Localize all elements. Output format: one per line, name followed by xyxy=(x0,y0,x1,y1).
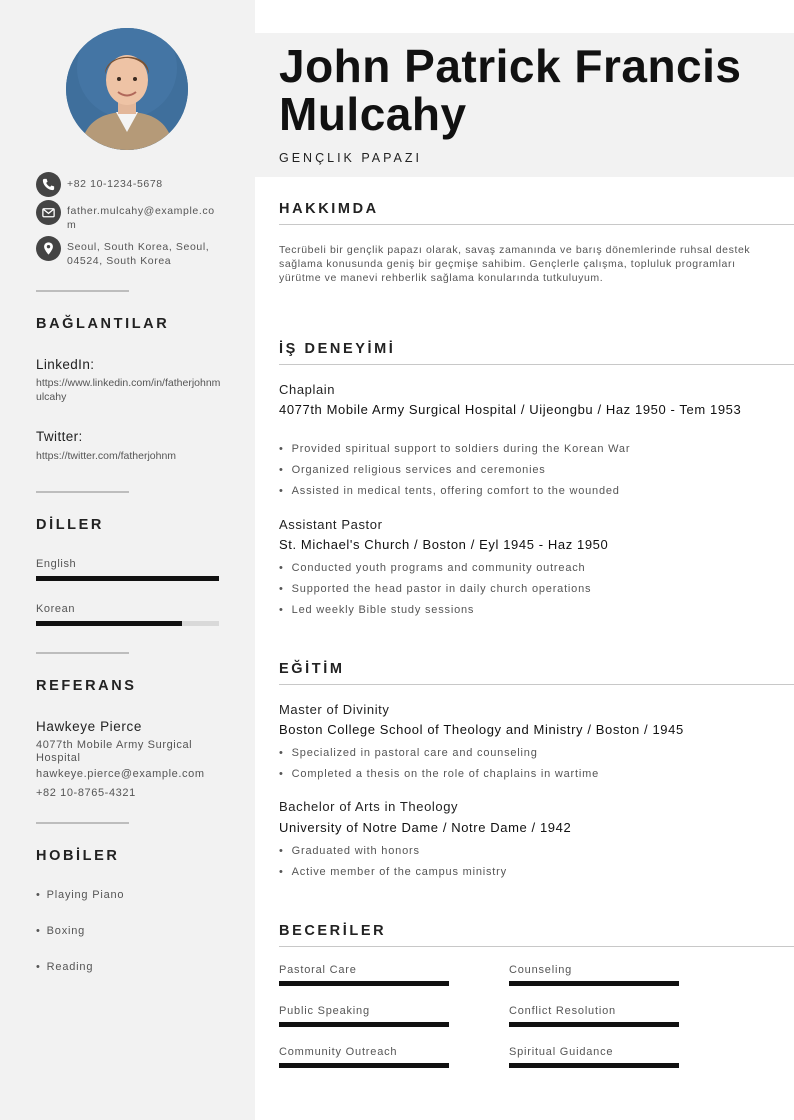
experience-bullet: • Provided spiritual support to soldiers during the Korean War xyxy=(279,443,630,455)
skill-level-fill xyxy=(279,1063,449,1068)
reference-email[interactable]: hawkeye.pierce@example.com xyxy=(36,768,205,780)
skill-name: Counseling xyxy=(509,964,573,976)
full-name: John Patrick Francis Mulcahy xyxy=(279,40,742,140)
language-name: Korean xyxy=(36,603,76,615)
reference-organization: 4077th Mobile Army Surgical Hospital xyxy=(36,739,193,764)
education-title: Master of Divinity xyxy=(279,702,390,717)
contact-address xyxy=(36,236,219,268)
experience-details: St. Michael's Church / Boston / Eyl 1945 - Haz 1950 xyxy=(279,537,609,552)
job-title: GENÇLIK PAPAZI xyxy=(279,151,422,165)
skill-level-bar xyxy=(279,1063,449,1068)
hobby-item: • Reading xyxy=(36,961,93,973)
language-level-bar xyxy=(36,576,219,581)
sidebar-divider xyxy=(36,290,129,292)
about-text: Tecrübeli bir gençlik papazı olarak, savaş zamanında ve barış dönemlerinde ruhsal destek sağlama konusunda geniş bir geçmişe sahibim. Gençlerle çalışma, topluluk programları yürütme ve manevi rehberlik sağlama konularında tutkuluyum. xyxy=(279,244,751,284)
hobby-item: • Playing Piano xyxy=(36,889,124,901)
experience-title: Chaplain xyxy=(279,382,336,397)
education-details: University of Notre Dame / Notre Dame / 1942 xyxy=(279,820,572,835)
contact-email xyxy=(36,200,219,232)
mail-icon xyxy=(36,200,61,225)
skill-name: Conflict Resolution xyxy=(509,1005,616,1017)
skill-name: Public Speaking xyxy=(279,1005,370,1017)
references-heading: REFERANS xyxy=(36,678,137,694)
links-heading: BAĞLANTILAR xyxy=(36,316,170,332)
linkedin-url[interactable]: https://www.linkedin.com/in/fatherjohnmulcahy xyxy=(36,377,221,403)
skill-level-fill xyxy=(279,1022,449,1027)
twitter-label: Twitter: xyxy=(36,429,83,444)
section-rule xyxy=(279,364,794,365)
experience-bullet: • Assisted in medical tents, offering comfort to the wounded xyxy=(279,485,620,497)
phone-number: +82 10-1234-5678 xyxy=(67,178,163,190)
hobbies-heading: HOBİLER xyxy=(36,848,120,864)
hobby-item: • Boxing xyxy=(36,925,85,937)
contact-phone xyxy=(36,172,219,197)
email-address[interactable]: father.mulcahy@example.com xyxy=(67,205,215,231)
education-bullet: • Completed a thesis on the role of chaplains in wartime xyxy=(279,768,599,780)
experience-details: 4077th Mobile Army Surgical Hospital / Uijeongbu / Haz 1950 - Tem 1953 xyxy=(279,402,742,417)
section-rule xyxy=(279,946,794,947)
sidebar-divider xyxy=(36,652,129,654)
skill-level-bar xyxy=(509,981,679,986)
skill-level-bar xyxy=(279,1022,449,1027)
section-rule xyxy=(279,224,794,225)
language-level-fill xyxy=(36,621,182,626)
education-bullet: • Graduated with honors xyxy=(279,845,420,857)
skill-name: Spiritual Guidance xyxy=(509,1046,614,1058)
experience-bullet: • Supported the head pastor in daily church operations xyxy=(279,583,591,595)
skill-name: Community Outreach xyxy=(279,1046,398,1058)
skill-level-fill xyxy=(279,981,449,986)
postal-address: Seoul, South Korea, Seoul, 04524, South Korea xyxy=(67,241,210,267)
skill-name: Pastoral Care xyxy=(279,964,357,976)
sidebar-divider xyxy=(36,491,129,493)
education-bullet: • Specialized in pastoral care and counseling xyxy=(279,747,538,759)
languages-heading: DİLLER xyxy=(36,517,104,533)
section-rule xyxy=(279,684,794,685)
linkedin-label: LinkedIn: xyxy=(36,357,95,372)
experience-bullet: • Led weekly Bible study sessions xyxy=(279,604,474,616)
profile-photo xyxy=(66,28,188,150)
education-details: Boston College School of Theology and Ministry / Boston / 1945 xyxy=(279,722,684,737)
location-pin-icon xyxy=(36,236,61,261)
experience-heading: İŞ DENEYİMİ xyxy=(279,341,396,357)
education-title: Bachelor of Arts in Theology xyxy=(279,799,459,814)
skill-level-fill xyxy=(509,1063,679,1068)
twitter-url[interactable]: https://twitter.com/fatherjohnm xyxy=(36,450,177,462)
skill-level-bar xyxy=(509,1022,679,1027)
skill-level-fill xyxy=(509,1022,679,1027)
about-heading: HAKKIMDA xyxy=(279,201,379,217)
language-name: English xyxy=(36,558,77,570)
education-bullet: • Active member of the campus ministry xyxy=(279,866,507,878)
phone-icon xyxy=(36,172,61,197)
language-level-fill xyxy=(36,576,219,581)
skills-heading: BECERİLER xyxy=(279,923,387,939)
experience-title: Assistant Pastor xyxy=(279,517,383,532)
experience-bullet: • Organized religious services and ceremonies xyxy=(279,464,546,476)
sidebar-divider xyxy=(36,822,129,824)
experience-bullet: • Conducted youth programs and community outreach xyxy=(279,562,585,574)
skill-level-fill xyxy=(509,981,679,986)
reference-phone: +82 10-8765-4321 xyxy=(36,787,136,799)
skill-level-bar xyxy=(279,981,449,986)
skill-level-bar xyxy=(509,1063,679,1068)
education-heading: EĞİTİM xyxy=(279,661,345,677)
language-level-bar xyxy=(36,621,219,626)
reference-name: Hawkeye Pierce xyxy=(36,719,142,734)
